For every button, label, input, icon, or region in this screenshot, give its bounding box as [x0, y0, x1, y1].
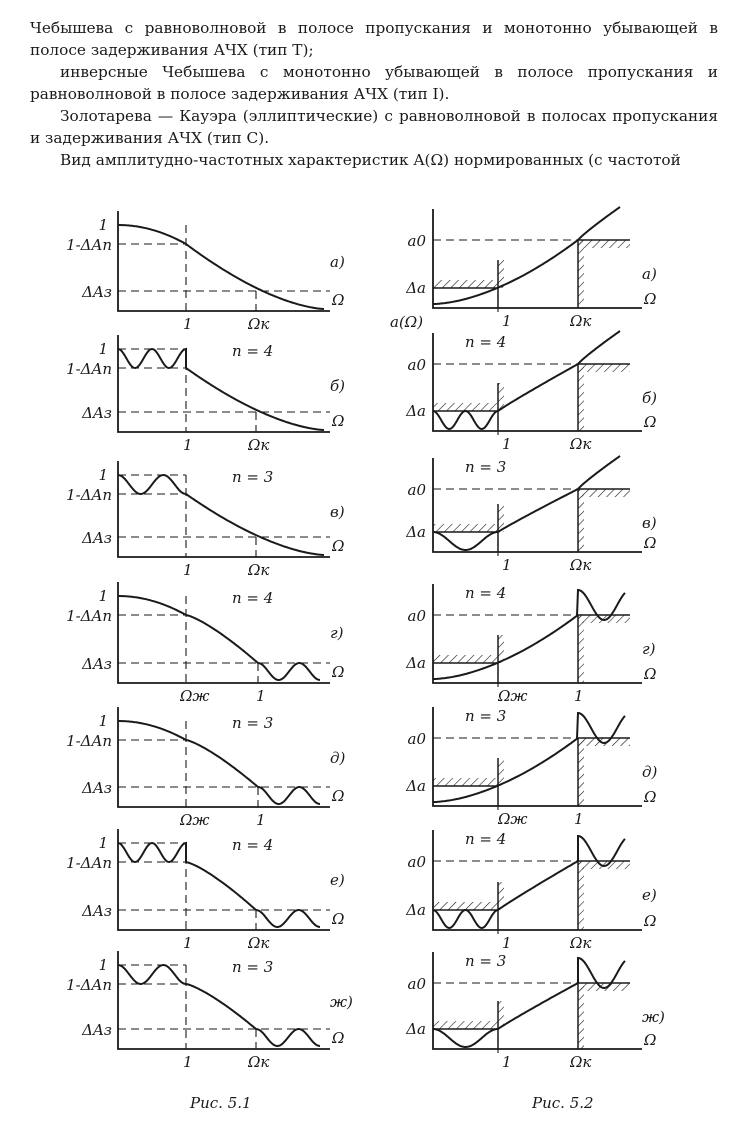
- fig51-omega-label: Ω: [332, 1029, 345, 1047]
- fig52-panel-letter: д): [642, 763, 658, 781]
- fig51-omega-label: Ω: [332, 787, 345, 805]
- fig52-order-label: n = 4: [465, 584, 507, 602]
- fig52-panel-letter: в): [642, 514, 657, 532]
- fig52-panel-letter: г): [642, 640, 656, 658]
- fig51-axes: [118, 211, 330, 311]
- fig51-order-label: n = 4: [232, 836, 274, 854]
- fig51-one-label: 1: [98, 340, 108, 358]
- fig52-omega-label: Ω: [644, 788, 657, 806]
- fig51-panel-letter: е): [330, 871, 345, 889]
- fig52-stop-hatch: [578, 240, 630, 248]
- fig51-order-label: n = 3: [232, 468, 274, 486]
- fig51-omega-label: Ω: [332, 663, 345, 681]
- fig52-omega-k-label: Ωк: [570, 312, 592, 330]
- fig51-omega-ae-label: Ωж: [180, 811, 210, 829]
- fig52-omega-k-label: Ωк: [570, 1053, 592, 1071]
- fig52-panel-letter: б): [642, 389, 658, 407]
- fig51-one-label: 1: [98, 216, 108, 234]
- fig52-stop-edge-hatch: [578, 983, 584, 1049]
- fig51-panel-letter: б): [330, 377, 346, 395]
- fig51-pass-label: 1-ΔAп: [66, 732, 112, 750]
- fig51-stop-label: ΔAз: [82, 779, 112, 797]
- fig51-axes: [118, 582, 330, 683]
- fig51-one-x-label: 1: [256, 687, 266, 705]
- fig51-stop-label: ΔAз: [82, 1021, 112, 1039]
- fig52-attenuation-curve: [433, 713, 625, 802]
- fig51-omega-ae-label: Ωж: [180, 687, 210, 705]
- fig51-pass-label: 1-ΔAп: [66, 360, 112, 378]
- fig51-afc-curve: [118, 965, 320, 1046]
- fig52-da-label: Δa: [406, 654, 426, 672]
- fig51-order-label: n = 3: [232, 714, 274, 732]
- fig52-omega-label: Ω: [644, 534, 657, 552]
- fig52-panel: [405, 584, 656, 705]
- fig51-pass-label: 1-ΔAп: [66, 236, 112, 254]
- fig52-pass-edge-hatch: [498, 758, 504, 786]
- fig51-panel-letter: г): [330, 624, 344, 642]
- fig52-omega-ae-label: Ωж: [498, 810, 528, 828]
- fig51-omega-k-label: Ωк: [248, 315, 270, 333]
- fig52-one-x-label: 1: [574, 687, 584, 705]
- paragraph-zolotarev-cauer-type-c: Золотарева — Кауэра (эллиптические) с равноволновой в полосах пропускания и задерживания АЧХ (тип C).: [30, 107, 718, 147]
- fig52-panel: [405, 207, 657, 330]
- paragraph-inverse-chebyshev-type-i: инверсные Чебышева с монотонно убывающей в полосе пропускания и равноволновой в полосе задерживания АЧХ (тип I).: [30, 63, 718, 103]
- fig52-omega-ae-label: Ωж: [498, 687, 528, 705]
- fig51-order-label: n = 4: [232, 342, 274, 360]
- fig51-pass-label: 1-ΔAп: [66, 854, 112, 872]
- fig52-panel: [405, 707, 657, 828]
- fig51-one-x-label: 1: [183, 561, 193, 579]
- figure-5-2-caption: Рис. 5.2: [532, 1094, 594, 1112]
- paragraph-chebyshev-type-t: Чебышева с равноволновой в полосе пропускания и монотонно убывающей в полосе задерживания АЧХ (тип T);: [30, 19, 718, 59]
- fig52-a0-label: a0: [407, 232, 426, 250]
- fig52-a0-label: a0: [407, 975, 426, 993]
- fig51-panel-letter: д): [330, 749, 346, 767]
- fig51-omega-k-label: Ωк: [248, 436, 270, 454]
- fig52-omega-k-label: Ωк: [570, 934, 592, 952]
- fig52-one-x-label: 1: [502, 934, 512, 952]
- fig52-omega-label: Ω: [644, 290, 657, 308]
- fig52-panel: [405, 456, 657, 574]
- fig51-omega-k-label: Ωк: [248, 1053, 270, 1071]
- fig51-panel: [66, 707, 345, 829]
- fig52-panel: [405, 952, 665, 1071]
- fig51-afc-curve: [118, 596, 320, 680]
- fig51-omega-label: Ω: [332, 412, 345, 430]
- fig51-order-label: n = 4: [232, 589, 274, 607]
- fig52-panel-letter: е): [642, 886, 657, 904]
- fig51-panel: [66, 829, 345, 952]
- fig51-axes: [118, 707, 330, 807]
- fig52-pass-edge-hatch: [498, 260, 504, 288]
- fig51-panel-letter: ж): [330, 993, 353, 1011]
- fig52-pass-hatch: [433, 655, 498, 663]
- fig52-stop-edge-hatch: [578, 861, 584, 930]
- fig52-one-x-label: 1: [502, 312, 512, 330]
- fig51-afc-curve: [118, 721, 320, 804]
- fig51-panel-letter: а): [330, 253, 345, 271]
- figure-5-2: [390, 207, 665, 1071]
- fig51-stop-label: ΔAз: [82, 283, 112, 301]
- paragraph-afc-intro: Вид амплитудно-частотных характеристик A(Ω) нормированных (с частотой: [60, 151, 681, 169]
- fig51-one-x-label: 1: [256, 811, 266, 829]
- figure-5-1: [66, 211, 353, 1071]
- fig52-one-x-label: 1: [502, 1053, 512, 1071]
- figure-5-1-caption: Рис. 5.1: [190, 1094, 252, 1112]
- fig52-one-x-label: 1: [502, 556, 512, 574]
- fig52-omega-label: Ω: [644, 1031, 657, 1049]
- fig52-stop-hatch: [578, 489, 630, 497]
- fig52-stop-hatch: [578, 364, 630, 372]
- fig51-panel: [66, 951, 353, 1071]
- fig52-omega-k-label: Ωк: [570, 435, 592, 453]
- fig51-axes: [118, 951, 330, 1049]
- fig52-da-label: Δa: [406, 279, 426, 297]
- fig52-pass-hatch: [433, 902, 498, 910]
- fig52-order-label: n = 3: [465, 952, 507, 970]
- fig51-panel: [66, 582, 344, 705]
- fig51-order-label: n = 3: [232, 958, 274, 976]
- fig52-stop-edge-hatch: [578, 738, 584, 806]
- fig51-afc-curve: [118, 843, 320, 927]
- fig51-omega-k-label: Ωк: [248, 561, 270, 579]
- fig52-a0-label: a0: [407, 607, 426, 625]
- fig52-a0-label: a0: [407, 481, 426, 499]
- fig51-stop-label: ΔAз: [82, 655, 112, 673]
- fig52-omega-label: Ω: [644, 912, 657, 930]
- fig52-stop-edge-hatch: [578, 489, 584, 552]
- fig51-one-label: 1: [98, 466, 108, 484]
- fig52-panel-letter: ж): [642, 1008, 665, 1026]
- fig51-one-label: 1: [98, 712, 108, 730]
- fig51-panel: [66, 461, 345, 579]
- fig51-one-label: 1: [98, 834, 108, 852]
- fig52-panel-letter: а): [642, 265, 657, 283]
- fig52-da-label: Δa: [406, 402, 426, 420]
- fig51-stop-label: ΔAз: [82, 902, 112, 920]
- fig52-panel: [405, 830, 657, 952]
- fig52-omega-k-label: Ωк: [570, 556, 592, 574]
- fig52-omega-label: Ω: [644, 665, 657, 683]
- fig52-stop-edge-hatch: [578, 364, 584, 431]
- fig51-omega-k-label: Ωк: [248, 934, 270, 952]
- fig52-da-label: Δa: [406, 777, 426, 795]
- fig51-omega-label: Ω: [332, 537, 345, 555]
- fig52-pass-hatch: [433, 778, 498, 786]
- fig52-attenuation-curve: [433, 958, 625, 1047]
- fig51-afc-curve: [118, 475, 324, 555]
- fig51-omega-label: Ω: [332, 910, 345, 928]
- fig52-pass-hatch: [433, 403, 498, 411]
- fig51-panel-letter: в): [330, 503, 345, 521]
- fig52-attenuation-curve: [433, 207, 620, 304]
- fig52-panel: [390, 313, 657, 453]
- fig52-pass-hatch: [433, 280, 498, 288]
- fig52-stop-edge-hatch: [578, 615, 584, 683]
- fig52-order-label: n = 3: [465, 707, 507, 725]
- fig51-one-label: 1: [98, 587, 108, 605]
- fig52-pass-hatch: [433, 524, 498, 532]
- fig52-one-x-label: 1: [574, 810, 584, 828]
- fig51-afc-curve: [118, 225, 324, 309]
- fig51-stop-label: ΔAз: [82, 404, 112, 422]
- fig51-omega-label: Ω: [332, 291, 345, 309]
- fig52-a0-label: a0: [407, 853, 426, 871]
- fig52-a0-label: a0: [407, 356, 426, 374]
- fig52-attenuation-curve: [433, 836, 625, 928]
- fig51-one-label: 1: [98, 956, 108, 974]
- fig52-attenuation-curve: [433, 590, 625, 679]
- fig52-order-label: n = 4: [465, 333, 507, 351]
- fig52-stop-edge-hatch: [578, 240, 584, 308]
- fig52-one-x-label: 1: [502, 435, 512, 453]
- fig52-da-label: Δa: [406, 1020, 426, 1038]
- fig52-da-label: Δa: [406, 901, 426, 919]
- fig52-a0-label: a0: [407, 730, 426, 748]
- fig51-stop-label: ΔAз: [82, 529, 112, 547]
- fig52-order-label: n = 3: [465, 458, 507, 476]
- fig52-order-label: n = 4: [465, 830, 507, 848]
- fig51-one-x-label: 1: [183, 436, 193, 454]
- fig52-da-label: Δa: [406, 523, 426, 541]
- fig51-one-x-label: 1: [183, 1053, 193, 1071]
- fig51-afc-curve: [118, 349, 324, 430]
- fig51-pass-label: 1-ΔAп: [66, 486, 112, 504]
- fig52-omega-label: Ω: [644, 413, 657, 431]
- fig51-panel: [66, 335, 345, 454]
- fig51-pass-label: 1-ΔAп: [66, 607, 112, 625]
- fig51-pass-label: 1-ΔAп: [66, 976, 112, 994]
- fig51-panel: [66, 211, 345, 333]
- fig52-aomega-label: a(Ω): [390, 313, 424, 331]
- fig52-pass-hatch: [433, 1021, 498, 1029]
- fig52-axes: [433, 209, 642, 308]
- fig52-attenuation-curve: [433, 331, 620, 429]
- fig52-attenuation-curve: [433, 456, 620, 550]
- fig52-pass-edge-hatch: [498, 635, 504, 663]
- fig51-one-x-label: 1: [183, 934, 193, 952]
- fig51-one-x-label: 1: [183, 315, 193, 333]
